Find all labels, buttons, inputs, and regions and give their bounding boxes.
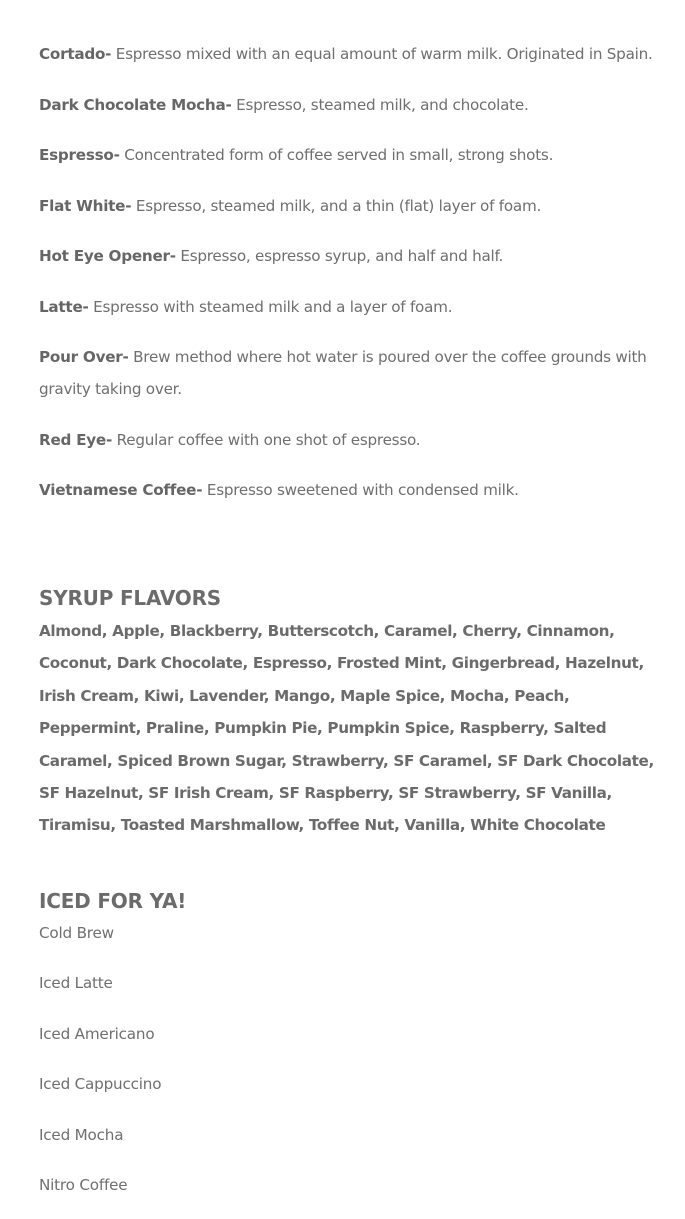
definition-term: Latte- [39, 297, 89, 316]
definition-desc: Concentrated form of coffee served in small, strong shots. [119, 146, 554, 164]
definition-term: Cortado- [39, 45, 112, 63]
definition-desc: Espresso with steamed milk and a layer of foam. [88, 297, 453, 316]
definition-desc: Regular coffee with one shot of espresso. [112, 430, 421, 449]
definition-item [39, 38, 664, 70]
definition-desc: Brew method where hot water is poured over the coffee grounds with gravity taking over. [39, 348, 647, 398]
definition-item [39, 190, 664, 222]
definition-term: Red Eye- [39, 430, 113, 449]
definition-item [39, 424, 664, 456]
iced-drink-item: Iced Cappuccino [39, 1075, 162, 1094]
definition-item [39, 341, 664, 405]
definition-item [39, 89, 664, 121]
iced-drink-item: Iced Latte [39, 974, 113, 993]
definition-term: Dark Chocolate Mocha- [39, 95, 232, 114]
definition-item [39, 240, 664, 272]
definition-desc: Espresso, steamed milk, and chocolate. [231, 95, 529, 114]
iced-drink-item: Iced Americano [39, 1024, 155, 1043]
definition-term: Espresso- [39, 146, 120, 164]
syrup-flavors-heading: SYRUP FLAVORS [39, 586, 222, 610]
iced-heading: ICED FOR YA! [39, 889, 187, 913]
definition-term: Pour Over- [39, 348, 129, 366]
definition-desc: Espresso, espresso syrup, and half and half. [175, 247, 504, 265]
definition-item [39, 474, 664, 506]
definition-item [39, 291, 664, 323]
definition-term: Flat White- [39, 196, 132, 215]
definition-item [39, 139, 664, 171]
iced-drink-item: Iced Mocha [39, 1125, 124, 1144]
definition-desc: Espresso sweetened with condensed milk. [202, 481, 519, 499]
iced-drinks-list [39, 917, 161, 1219]
definition-term: Hot Eye Opener- [39, 247, 176, 265]
coffee-definitions [39, 38, 664, 525]
iced-drink-item: Nitro Coffee [39, 1175, 128, 1194]
syrup-flavors-list: Almond, Apple, Blackberry, Butterscotch, Caramel, Cherry, Cinnamon, Coconut, Dark Chocolate, Espresso, Frosted Mint, Gingerbread, Hazelnut, Irish Cream, Kiwi, Lavender, Mango, Maple Spice, Mocha, Peach, Peppermint, Praline, Pumpkin Pie, Pumpkin Spice, Raspberry, Salted Caramel, Spiced Brown Sugar, Strawberry, SF Caramel, SF Dark Chocolate, SF Hazelnut, SF Irish Cream, SF Raspberry, SF Strawberry, SF Vanilla, Tiramisu, Toasted Marshmallow, Toffee Nut, Vanilla, White Chocolate [39, 622, 654, 835]
definition-term: Vietnamese Coffee- [39, 481, 203, 499]
iced-drink-item: Cold Brew [39, 924, 114, 942]
definition-desc: Espresso mixed with an equal amount of warm milk. Originated in Spain. [111, 45, 653, 63]
definition-desc: Espresso, steamed milk, and a thin (flat) layer of foam. [131, 196, 542, 215]
